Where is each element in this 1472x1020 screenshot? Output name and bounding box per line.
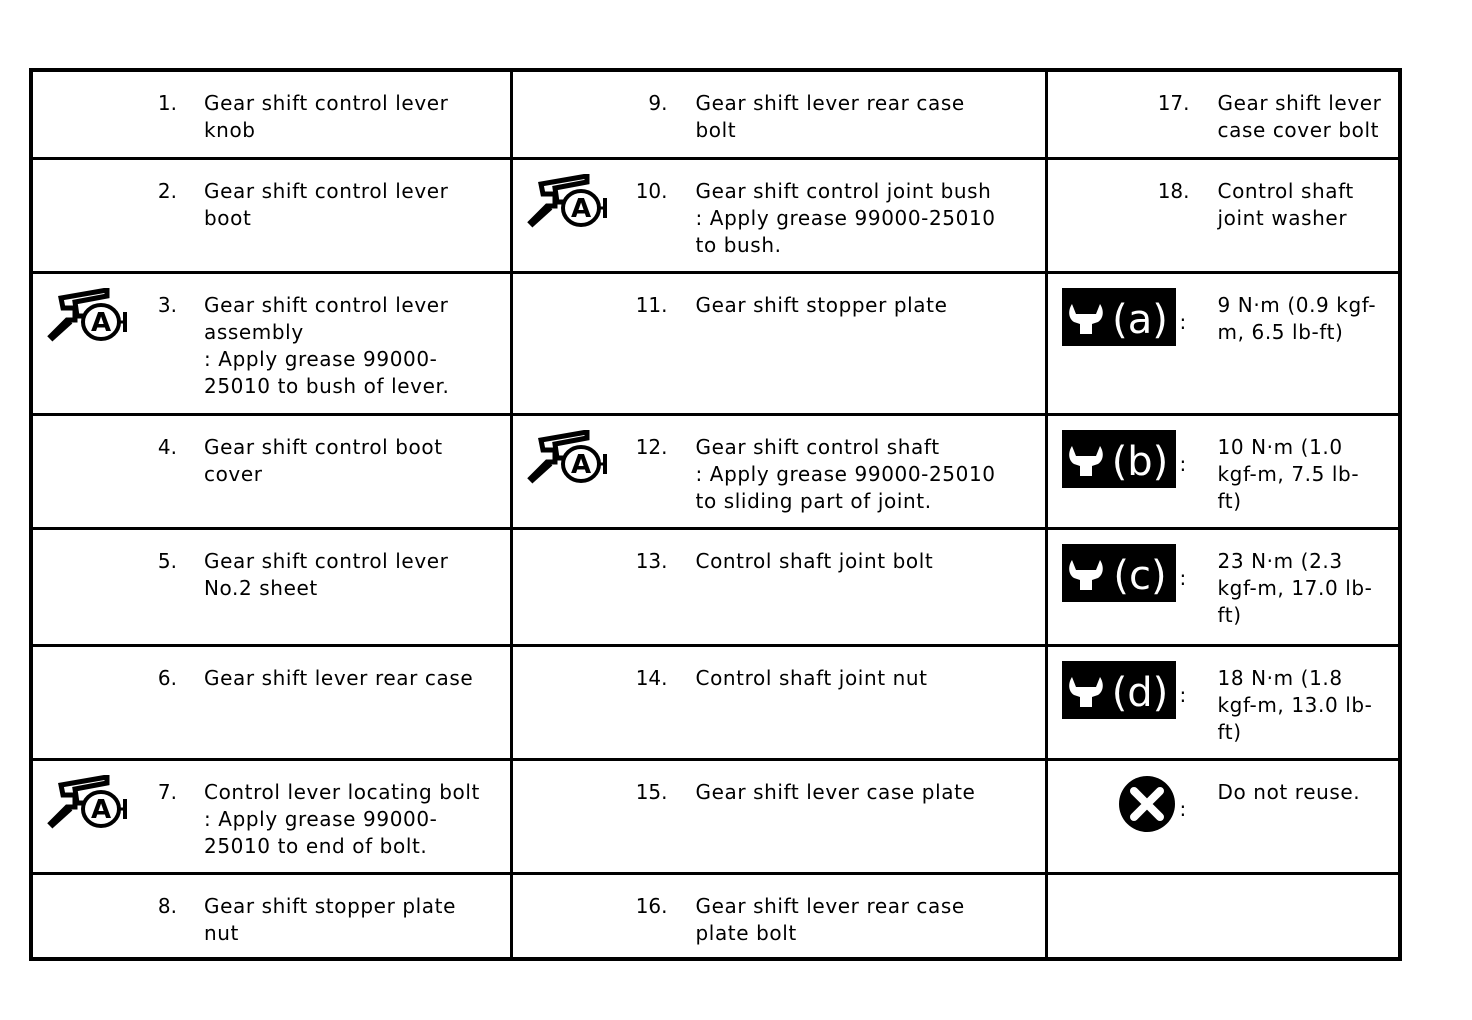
item-number: 18. [1157, 178, 1190, 203]
legend-cell [511, 70, 1046, 158]
legend-cell [31, 759, 511, 873]
item-description: Control shaft joint washer [1217, 178, 1354, 230]
torque-wrench-icon [1062, 288, 1176, 346]
legend-cell [31, 645, 511, 759]
do-not-reuse-icon [1118, 775, 1176, 833]
item-number: 4. [157, 434, 177, 459]
colon: : [1179, 451, 1187, 476]
item-description: Gear shift lever rear case [204, 665, 474, 690]
item-description: Control shaft joint bolt [695, 548, 934, 573]
torque-wrench-icon [1062, 430, 1176, 488]
torque-wrench-icon [1062, 661, 1176, 719]
torque-value: 10 N·m (1.0 kgf-m, 7.5 lb- ft) [1217, 434, 1360, 513]
legend-cell [511, 873, 1046, 959]
colon: : [1179, 682, 1187, 707]
torque-value: 23 N·m (2.3 kgf-m, 17.0 lb- ft) [1217, 548, 1373, 627]
legend-cell [1046, 158, 1400, 272]
item-number: 16. [635, 893, 668, 918]
legend-cell [1046, 873, 1400, 959]
legend-cell [511, 645, 1046, 759]
item-number: 14. [635, 665, 668, 690]
legend-cell [511, 528, 1046, 645]
item-description: Gear shift stopper plate nut [204, 893, 457, 945]
item-number: 11. [635, 292, 668, 317]
legend-cell [1046, 272, 1400, 414]
item-description: Gear shift lever rear case bolt [695, 91, 965, 142]
legend-cell [1046, 414, 1400, 528]
item-number: 9. [648, 91, 668, 115]
torque-value: 18 N·m (1.8 kgf-m, 13.0 lb- ft) [1217, 665, 1373, 744]
colon: : [1179, 796, 1187, 821]
item-description: Gear shift control lever assembly : Apply grease 99000- 25010 to bush of lever. [204, 292, 450, 398]
svg-text:A: A [90, 307, 112, 338]
item-description: Gear shift control joint bush : Apply grease 99000-25010 to bush. [695, 178, 996, 257]
item-description: Control lever locating bolt : Apply grease 99000- 25010 to end of bolt. [204, 779, 480, 858]
legend-cell [31, 414, 511, 528]
item-number: 2. [157, 178, 177, 203]
legend-cell [511, 759, 1046, 873]
svg-text:(d): (d) [1111, 669, 1168, 716]
legend-cell [1046, 759, 1400, 873]
item-description: Gear shift stopper plate [695, 292, 948, 317]
item-description: Gear shift control shaft : Apply grease 99000-25010 to sliding part of joint. [695, 434, 996, 513]
legend-cell [511, 414, 1046, 528]
legend-cell [31, 528, 511, 645]
svg-text:(a): (a) [1111, 296, 1168, 343]
colon: : [1179, 309, 1187, 334]
item-description: Gear shift control lever No.2 sheet [204, 548, 449, 600]
item-number: 5. [157, 548, 177, 573]
item-number: 15. [635, 779, 668, 804]
item-number: 10. [635, 178, 668, 203]
legend-cell [1046, 70, 1400, 158]
item-number: 13. [635, 548, 668, 573]
item-description: Gear shift lever case plate [695, 779, 976, 804]
svg-text:(c): (c) [1112, 552, 1167, 599]
legend-cell [1046, 645, 1400, 759]
item-description: Gear shift lever case cover bolt [1217, 91, 1382, 142]
item-description: Gear shift control boot cover [204, 434, 443, 486]
torque-wrench-icon [1062, 544, 1176, 602]
item-description: Gear shift control lever boot [204, 178, 449, 230]
legend-cell [511, 272, 1046, 414]
item-number: 12. [635, 434, 668, 459]
item-description: Gear shift lever rear case plate bolt [695, 893, 965, 945]
svg-text:A: A [90, 794, 112, 825]
no-reuse-note: Do not reuse. [1217, 779, 1361, 804]
svg-text:(b): (b) [1111, 438, 1168, 485]
legend-cell [31, 272, 511, 414]
item-number: 6. [157, 665, 177, 690]
legend-cell [31, 158, 511, 272]
svg-text:A: A [570, 449, 591, 480]
legend-cell [1046, 528, 1400, 645]
colon: : [1179, 565, 1187, 590]
item-number: 17. [1157, 91, 1190, 115]
legend-cell [511, 158, 1046, 272]
svg-text:A: A [570, 193, 591, 224]
item-number: 1. [157, 91, 177, 115]
parts-legend-table [29, 68, 1402, 961]
torque-value: 9 N·m (0.9 kgf- m, 6.5 lb-ft) [1217, 292, 1377, 344]
legend-cell [31, 873, 511, 959]
item-description: Control shaft joint nut [695, 665, 928, 690]
item-number: 3. [157, 292, 177, 317]
item-description: Gear shift control lever knob [204, 91, 449, 142]
item-number: 8. [157, 893, 177, 918]
item-number: 7. [157, 779, 177, 804]
legend-cell [31, 70, 511, 158]
